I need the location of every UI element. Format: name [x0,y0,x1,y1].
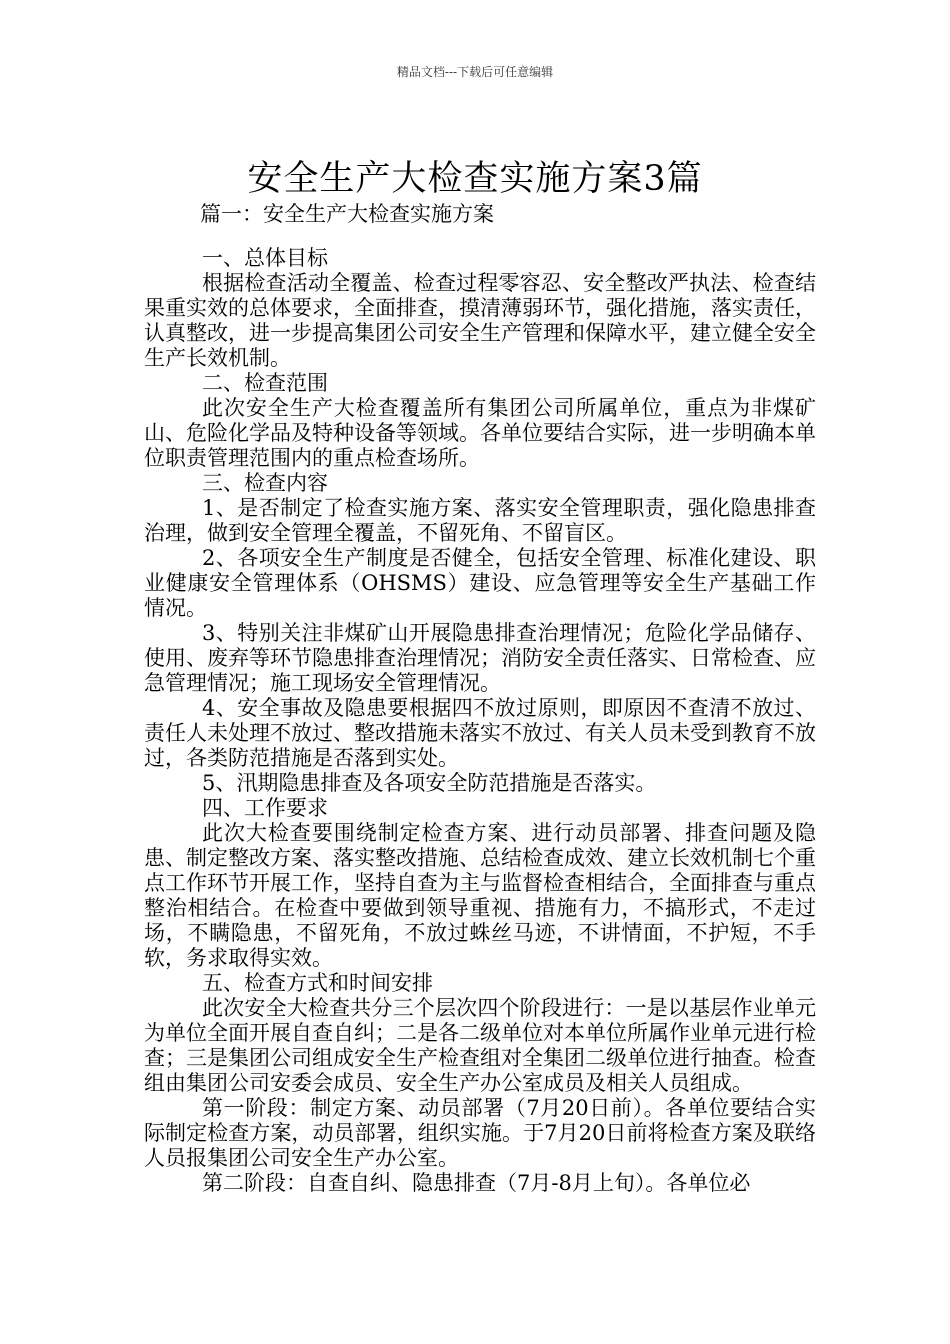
content-item-2: 2、各项安全生产制度是否健全，包括安全管理、标准化建设、职业健康安全管理体系（OHSMS）建设、应急管理等安全生产基础工作情况。 [144,546,816,620]
document-body [144,246,816,1196]
document-title: 安全生产大检查实施方案3篇 [247,159,703,200]
content-item-4: 4、安全事故及隐患要根据四不放过原则，即原因不查清不放过、责任人未处理不放过、整改措施未落实不放过、有关人员未受到教育不放过，各类防范措施是否落到实处。 [144,696,816,770]
content-item-3: 3、特别关注非煤矿山开展隐患排查治理情况；危险化学品储存、使用、废弃等环节隐患排查治理情况；消防安全责任落实、日常检查、应急管理情况；施工现场安全管理情况。 [144,621,816,695]
content-item-5: 5、汛期隐患排查及各项安全防范措施是否落实。 [202,771,657,795]
page-header-note: 精品文档---下载后可任意编辑 [396,65,554,79]
document-subtitle: 篇一：安全生产大检查实施方案 [200,202,494,226]
paragraph-phase-2: 第二阶段：自查自纠、隐患排查（7月-8月上旬）。各单位必 [202,1171,751,1195]
paragraph-scope: 此次安全生产大检查覆盖所有集团公司所属单位，重点为非煤矿山、危险化学品及特种设备等领域。各单位要结合实际，进一步明确本单位职责管理范围内的重点检查场所。 [144,396,816,470]
section-heading-scope: 二、检查范围 [202,371,328,395]
section-heading-requirements: 四、工作要求 [202,796,328,820]
section-heading-content: 三、检查内容 [202,471,328,495]
paragraph-phase-1: 第一阶段：制定方案、动员部署（7月20日前）。各单位要结合实际制定检查方案，动员部署，组织实施。于7月20日前将检查方案及联络人员报集团公司安全生产办公室。 [144,1096,816,1170]
section-heading-overall-goal: 一、总体目标 [202,246,328,270]
content-item-1: 1、是否制定了检查实施方案、落实安全管理职责，强化隐患排查治理，做到安全管理全覆盖，不留死角、不留盲区。 [144,496,816,545]
paragraph-method: 此次安全大检查共分三个层次四个阶段进行：一是以基层作业单元为单位全面开展自查自纠；二是各二级单位对本单位所属作业单元进行检查；三是集团公司组成安全生产检查组对全集团二级单位进行抽查。检查组由集团公司安委会成员、安全生产办公室成员及相关人员组成。 [144,996,816,1095]
section-heading-method-schedule: 五、检查方式和时间安排 [202,971,433,995]
paragraph-overall-goal: 根据检查活动全覆盖、检查过程零容忍、安全整改严执法、检查结果重实效的总体要求，全面排查，摸清薄弱环节，强化措施，落实责任，认真整改，进一步提高集团公司安全生产管理和保障水平，建立健全安全生产长效机制。 [144,271,816,370]
paragraph-requirements: 此次大检查要围绕制定检查方案、进行动员部署、排查问题及隐患、制定整改方案、落实整改措施、总结检查成效、建立长效机制七个重点工作环节开展工作，坚持自查为主与监督检查相结合，全面排查与重点整治相结合。在检查中要做到领导重视、措施有力，不搞形式，不走过场，不瞒隐患，不留死角，不放过蛛丝马迹，不讲情面，不护短，不手软，务求取得实效。 [144,821,816,970]
